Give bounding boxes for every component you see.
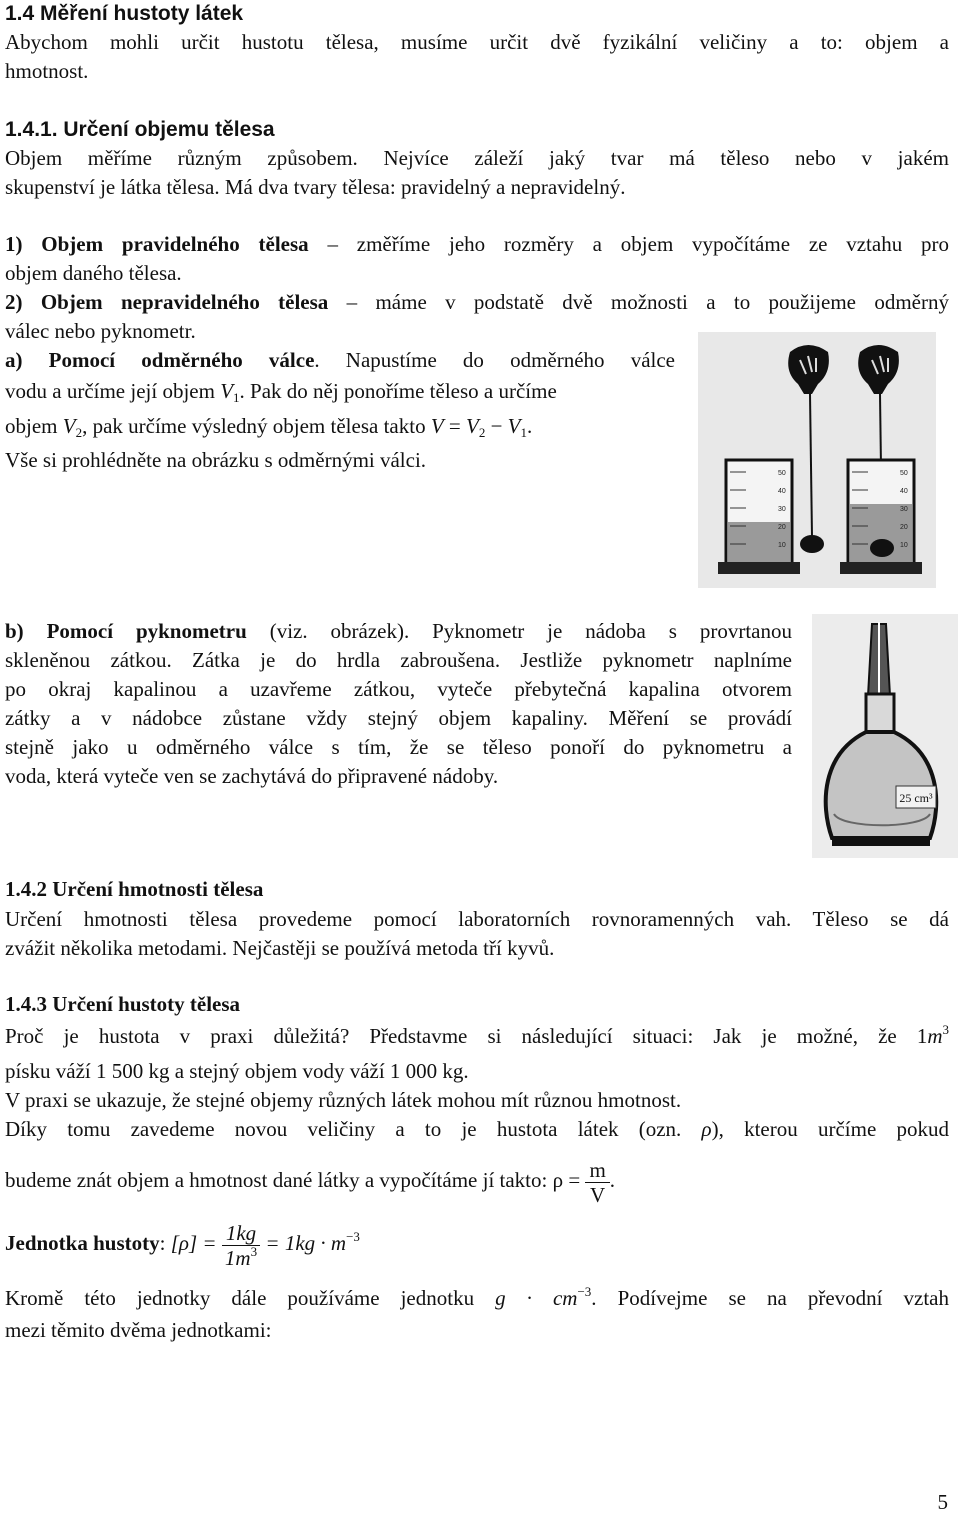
intro-line-1: Abychom mohli určit hustotu tělesa, musíme určit dvě fyzikální veličiny a to: objem a: [5, 30, 949, 54]
density-line-7: Kromě této jednotky dále používáme jednotku $g \cdot cm^{-3}$. Podívejme se na převodní vztah: [5, 1284, 950, 1310]
volume-line-1: Objem měříme různým způsobem. Nejvíce záleží jaký tvar má těleso nebo v jakém: [5, 146, 949, 170]
density-line-1: Proč je hustota v praxi důležitá? Představme si následující situaci: Jak je možné, že $1m^3$: [5, 1022, 949, 1048]
measuring-cylinders-image: [698, 332, 936, 588]
item-irregular-line-2: válec nebo pyknometr.: [5, 319, 196, 343]
density-line-2: písku váží 1 500 kg a stejný objem vody váží 1 000 kg.: [5, 1059, 469, 1083]
svg-text:30: 30: [900, 506, 908, 513]
rho-symbol: ρ: [701, 1117, 712, 1141]
unit-fraction: $\frac{1kg}{1m^3}$: [222, 1221, 260, 1270]
method-b-title: b) Pomocí pyknometru: [5, 619, 247, 643]
mass-line-2: zvážit několika metodami. Nejčastěji se používá metoda tří kyvů.: [5, 936, 555, 960]
pycnometer-figure: [812, 614, 958, 858]
density-line-8: mezi těmito dvěma jednotkami:: [5, 1318, 272, 1342]
method-a-title: a) Pomocí odměrného válce: [5, 348, 315, 372]
measuring-cylinders-figure: [698, 332, 936, 588]
pycnometer-label: 25 cm³: [899, 791, 933, 805]
method-b-line-5: stejně jako u odměrného válce s tím, že se těleso ponoří do pyknometru a: [5, 735, 792, 759]
mass-line-1: Určení hmotnosti tělesa provedeme pomocí laboratorních rovnoramenných vah. Těleso se dá: [5, 907, 949, 931]
scale-left-50: 50: [778, 470, 786, 477]
page-number: 5: [937, 1490, 948, 1514]
intro-line-2: hmotnost.: [5, 59, 89, 83]
subsection-heading-volume: 1.4.1. Určení objemu tělesa: [5, 118, 275, 141]
volume-formula: $V = V_2 - V_1$.: [430, 414, 533, 440]
method-a-line-1: a) Pomocí odměrného válce. Napustíme do odměrného válce: [5, 348, 675, 372]
method-a-line-4: Vše si prohlédněte na obrázku s odměrnými válci.: [5, 448, 427, 472]
subsection-heading-mass: 1.4.2 Určení hmotnosti tělesa: [5, 877, 264, 901]
density-line-3: V praxi se ukazuje, že stejné objemy různých látek mohou mít různou hmotnost.: [5, 1088, 682, 1112]
svg-text:40: 40: [778, 488, 786, 495]
method-b-line-4: zátky a v nádobce zůstane vždy stejný objem kapaliny. Měření se provádí: [5, 706, 792, 730]
svg-text:40: 40: [900, 488, 908, 495]
item-regular-title: 1) Objem pravidelného tělesa: [5, 232, 309, 256]
density-line-4: Díky tomu zavedeme novou veličiny a to je hustota látek (ozn. ρ), kterou určíme pokud: [5, 1117, 949, 1141]
volume-line-2: skupenství je látka tělesa. Má dva tvary tělesa: pravidelný a nepravidelný.: [5, 175, 626, 199]
subsection-heading-density: 1.4.3 Určení hustoty tělesa: [5, 992, 241, 1016]
item-regular-body: [5, 230, 949, 259]
svg-text:20: 20: [778, 524, 786, 531]
density-formula-line: budeme znát objem a hmotnost dané látky a vypočítáme jí takto: ρ = $\frac{m}{V}$ .: [5, 1157, 616, 1207]
item-irregular-title: 2) Objem nepravidelného tělesa: [5, 290, 329, 314]
left-body-icon: [800, 535, 824, 553]
method-b-line-6: voda, která vyteče ven se zachytává do připravené nádoby.: [5, 764, 499, 788]
item-irregular-body: [5, 288, 949, 317]
right-body-icon: [870, 539, 894, 557]
method-b-line-2: skleněnou zátkou. Zátka je do hrdla zabroušena. Jestliže pyknometr naplníme: [5, 648, 792, 672]
method-b-line-3: po okraj kapalinou a uzavřeme zátkou, vyteče přebytečná kapalina otvorem: [5, 677, 792, 701]
method-a-line-2: vodu a určíme její objem $V_1$. Pak do něj ponoříme těleso a určíme: [5, 379, 557, 405]
svg-text:20: 20: [900, 524, 908, 531]
svg-text:30: 30: [778, 506, 786, 513]
item-regular-text: – změříme jeho rozměry a objem vypočítáme ze vztahu pro: [308, 232, 949, 256]
item-regular-line-2: objem daného tělesa.: [5, 261, 182, 285]
density-fraction: $\frac{m}{V}$: [585, 1158, 609, 1207]
method-b-line-1: b) Pomocí pyknometru (viz. obrázek). Pyknometr je nádoba s provrtanou: [5, 619, 793, 643]
svg-text:10: 10: [778, 542, 786, 549]
method-a-line-3: objem $V_2$, pak určíme výsledný objem tělesa takto $V = V_2 - V_1$.: [5, 414, 533, 440]
section-heading: 1.4 Měření hustoty látek: [5, 2, 244, 25]
item-irregular-text: – máme v podstatě dvě možnosti a to použijeme odměrný: [328, 290, 949, 314]
pycnometer-image: [812, 614, 958, 858]
scale-right-50: 50: [900, 470, 908, 477]
density-unit-line: Jednotka hustoty: [ρ] = $\frac{1kg}{1m^3}$ = $1kg \cdot m^{-3}$: [5, 1220, 360, 1270]
density-unit-label: Jednotka hustoty: [5, 1231, 160, 1255]
svg-text:10: 10: [900, 542, 908, 549]
